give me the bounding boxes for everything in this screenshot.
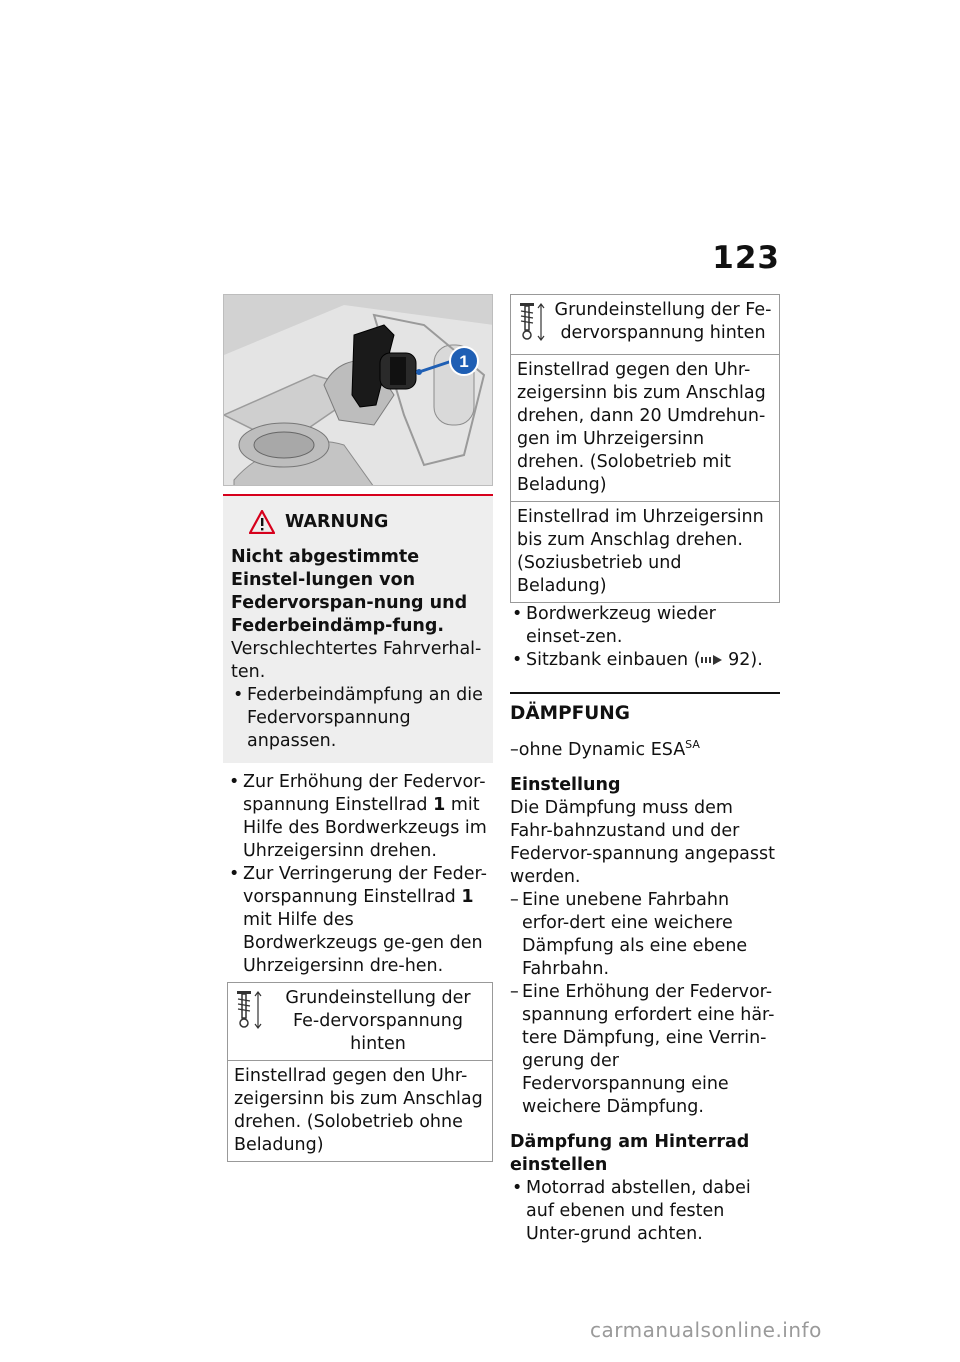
variant-sup: SA — [685, 738, 700, 751]
dash-item-1: – Eine unebene Fahrbahn erfor-dert eine weichere Dämpfung als eine ebene Fahrbahn. — [510, 889, 780, 981]
spring-setting-icon — [234, 989, 264, 1031]
basic-setting-row-left: Einstellrad gegen den Uhr-zeigersinn bis zum Anschlag drehen. (Solobetrieb ohne Beladung) — [234, 1066, 483, 1155]
warning-title: Nicht abgestimmte Einstel-lungen von Federvorspan-nung und Federbeindämp-fung. — [231, 547, 468, 636]
warning-triangle-icon — [249, 510, 275, 534]
dash-item-2: – Eine Erhöhung der Federvor-spannung erfordert eine här-tere Dämpfung, eine Verrin-gerung der Federvorspannung eine weichere Dämpfung. — [510, 981, 780, 1119]
page-reference[interactable]: 92 — [728, 650, 751, 670]
left-column — [223, 294, 493, 1162]
right-column — [510, 294, 780, 1246]
basic-setting-table-right — [510, 294, 780, 603]
page-reference-arrow-icon — [701, 654, 723, 666]
subheading-hinterrad: Dämpfung am Hinterrad einstellen — [510, 1131, 750, 1175]
right-bullet-2: • Sitzbank einbauen ( 92). — [510, 649, 780, 672]
right-bullet-3: • Motorrad abstellen, dabei auf ebenen und festen Unter-grund achten. — [510, 1177, 780, 1246]
subheading-einstellung: Einstellung — [510, 774, 621, 795]
suspension-illustration — [224, 295, 493, 486]
suspension-figure — [223, 294, 493, 486]
warning-text: Verschlechtertes Fahrverhal-ten. — [231, 639, 482, 682]
basic-setting-row-1: Einstellrad gegen den Uhr-zeigersinn bis zum Anschlag drehen, dann 20 Umdrehun-gen im Uhrzeigersinn drehen. (Solobetrieb mit Beladung) — [511, 355, 779, 502]
right-bullet-1: • Bordwerkzeug wieder einset-zen. — [510, 603, 780, 649]
basic-setting-title-right: Grundeinstellung der Fe-dervorspannung hinten — [554, 300, 772, 343]
variant-line: –ohne Dynamic $ESA^{SA}$ — [510, 738, 700, 760]
basic-setting-table-left — [227, 982, 493, 1162]
warning-label: WARNUNG — [285, 511, 389, 532]
left-bullet-2: • Zur Verringerung der Feder-vorspannung Einstellrad 1 mit Hilfe des Bordwerkzeugs ge-gen den Uhrzeigersinn dre-hen. — [227, 863, 493, 978]
warning-box — [223, 494, 493, 763]
page-number: 123 — [712, 240, 780, 276]
warning-bullet: • Federbeindämpfung an die Federvorspannung anpassen. — [231, 684, 485, 753]
callout-number: 1 — [459, 352, 469, 371]
paragraph-1: Die Dämpfung muss dem Fahr-bahnzustand und der Federvor-spannung angepasst werden. — [510, 797, 776, 887]
basic-setting-row-2: Einstellrad im Uhrzeigersinn bis zum Anschlag drehen. (Soziusbetrieb und Beladung) — [517, 507, 764, 596]
basic-setting-title-left: Grundeinstellung der Fe-dervorspannung hinten — [285, 988, 471, 1054]
section-title: DÄMPFUNG — [510, 692, 780, 725]
left-bullet-1: • Zur Erhöhung der Federvor-spannung Einstellrad 1 mit Hilfe des Bordwerkzeugs im Uhrzeigersinn drehen. — [227, 771, 493, 863]
spring-setting-icon — [517, 301, 547, 343]
watermark-footer: carmanualsonline.info — [590, 1318, 822, 1342]
